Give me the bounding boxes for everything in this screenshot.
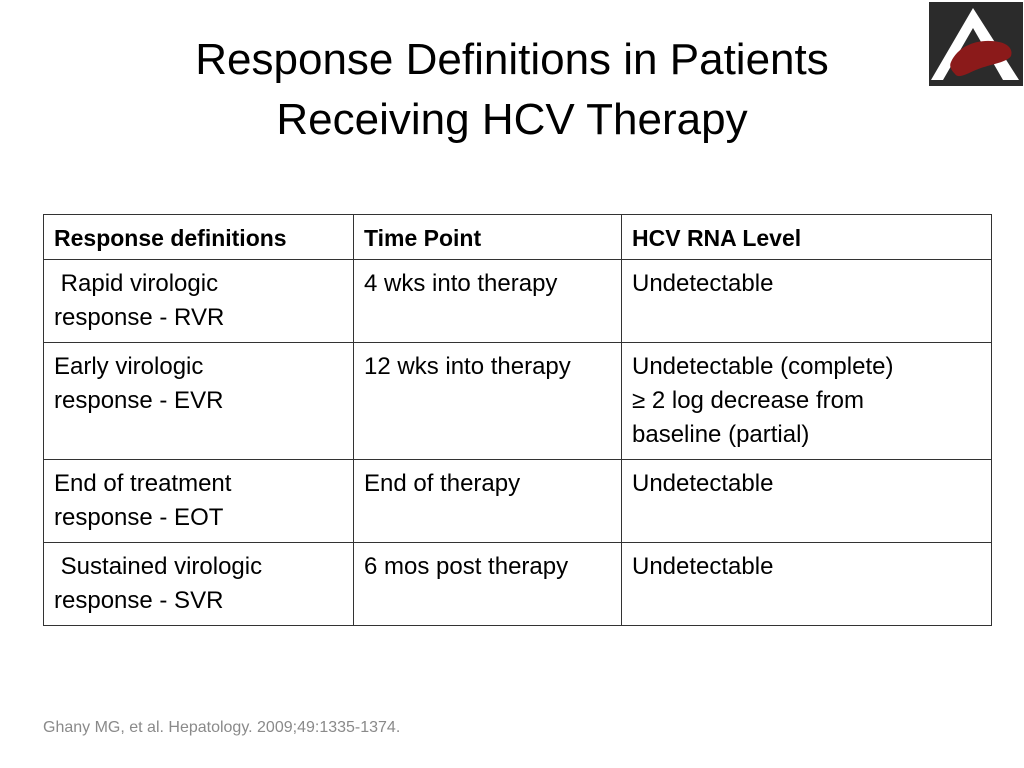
slide-title bbox=[0, 30, 1024, 150]
cell-time-point: 12 wks into therapy bbox=[354, 343, 622, 460]
cell-text: Undetectable (complete) bbox=[632, 353, 894, 380]
citation: Ghany MG, et al. Hepatology. 2009;49:1335-1374. bbox=[43, 719, 401, 736]
cell-definition bbox=[44, 343, 354, 460]
response-definitions-table-container bbox=[43, 214, 991, 626]
header-hcv-rna-level: HCV RNA Level bbox=[622, 215, 992, 260]
cell-time-point: 4 wks into therapy bbox=[354, 260, 622, 343]
cell-text: End of treatment bbox=[54, 470, 232, 497]
table-row bbox=[44, 343, 992, 460]
cell-definition bbox=[44, 460, 354, 543]
response-definitions-table bbox=[43, 214, 992, 626]
cell-definition bbox=[44, 260, 354, 343]
cell-definition bbox=[44, 543, 354, 626]
cell-rna-level bbox=[622, 543, 992, 626]
cell-text: Undetectable bbox=[632, 270, 774, 297]
cell-time-point: End of therapy bbox=[354, 460, 622, 543]
table-row bbox=[44, 460, 992, 543]
cell-text: Undetectable bbox=[632, 470, 774, 497]
cell-rna-level bbox=[622, 460, 992, 543]
cell-time-point: 6 mos post therapy bbox=[354, 543, 622, 626]
cell-text: response - EVR bbox=[54, 387, 224, 414]
table-row bbox=[44, 260, 992, 343]
table-row bbox=[44, 543, 992, 626]
cell-text: Undetectable bbox=[632, 553, 774, 580]
slide-title-line-1: Response Definitions in Patients bbox=[195, 35, 829, 84]
header-time-point: Time Point bbox=[354, 215, 622, 260]
cell-text: baseline (partial) bbox=[632, 421, 810, 448]
liver-logo-icon bbox=[929, 2, 1023, 86]
header-response-definitions: Response definitions bbox=[44, 215, 354, 260]
cell-text: Rapid virologic bbox=[54, 270, 219, 297]
cell-text: response - EOT bbox=[54, 504, 224, 531]
table-header-row bbox=[44, 215, 992, 260]
cell-text: Sustained virologic bbox=[54, 553, 263, 580]
cell-text: response - RVR bbox=[54, 304, 225, 331]
slide-title-line-2: Receiving HCV Therapy bbox=[276, 95, 748, 144]
cell-text: response - SVR bbox=[54, 587, 224, 614]
cell-rna-level bbox=[622, 343, 992, 460]
cell-text: Early virologic bbox=[54, 353, 204, 380]
cell-text: ≥ 2 log decrease from bbox=[632, 387, 864, 414]
cell-rna-level bbox=[622, 260, 992, 343]
